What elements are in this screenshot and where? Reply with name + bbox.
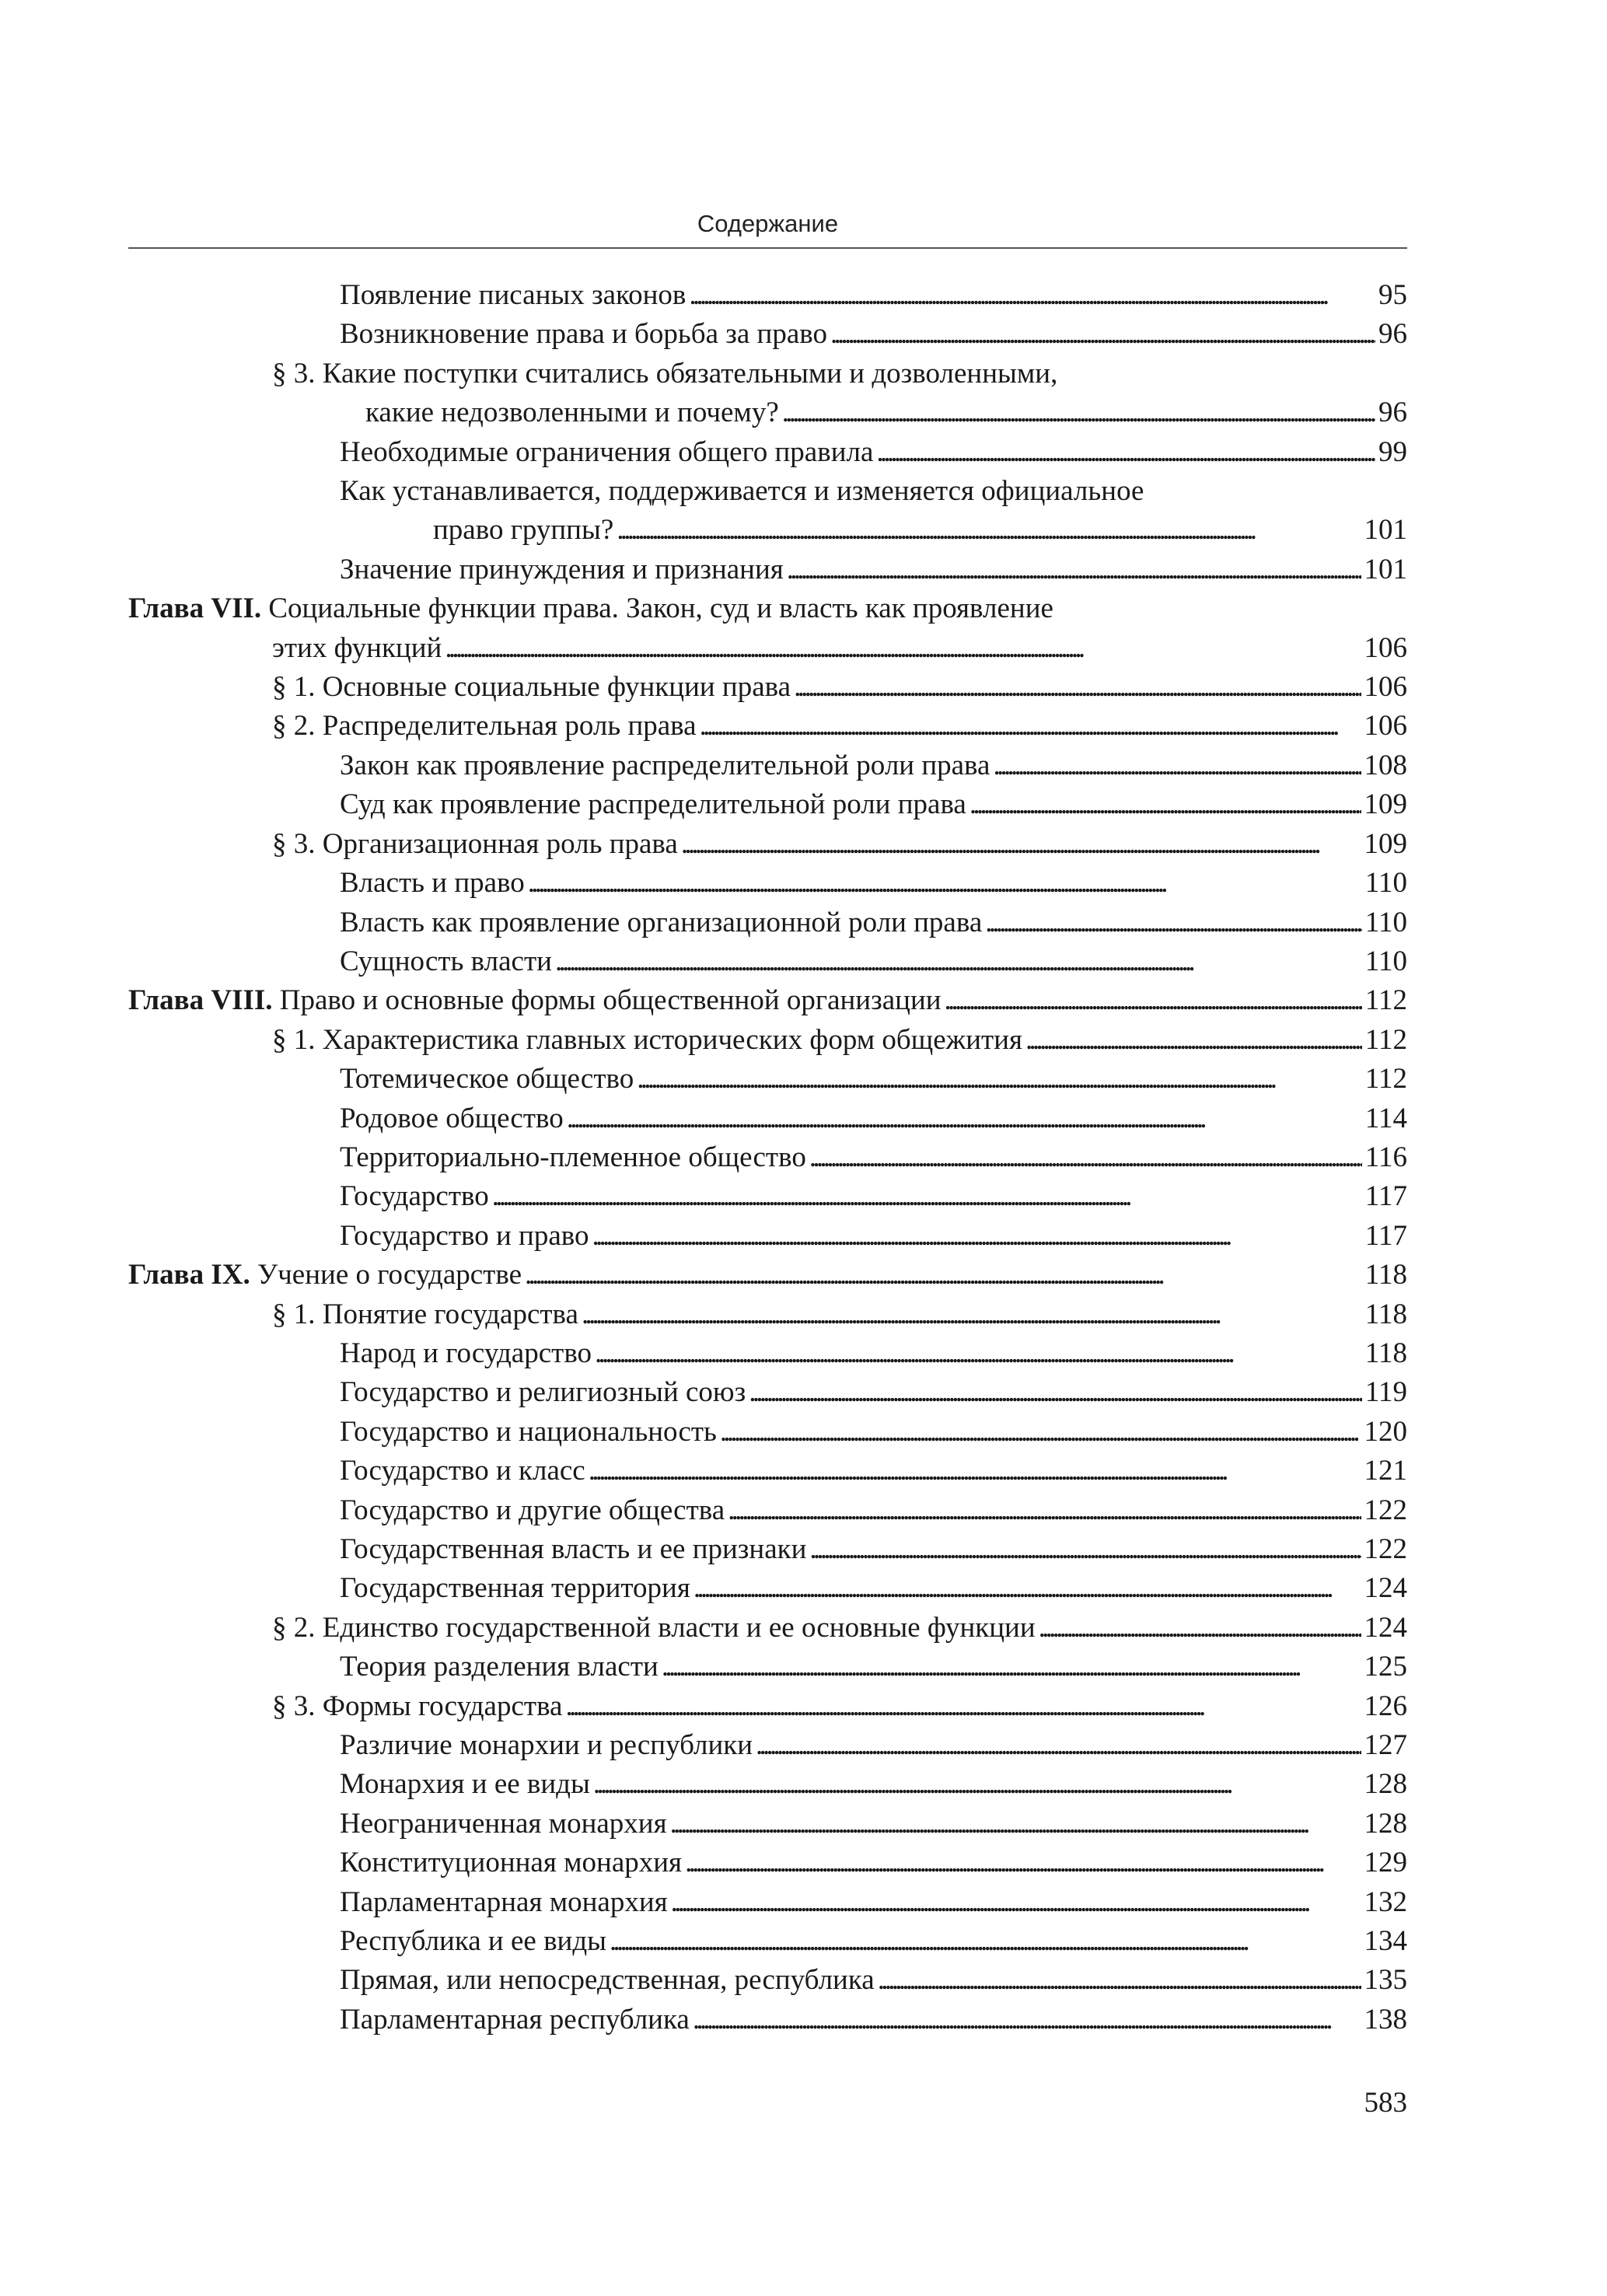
toc-page-number: 106	[1364, 710, 1407, 743]
toc-page-number: 128	[1364, 1768, 1407, 1801]
toc-entry	[128, 1883, 1407, 1922]
toc-entry-title-continued: этих функций	[272, 631, 442, 664]
toc-page-number: 106	[1364, 671, 1407, 704]
toc-entry	[128, 1648, 1407, 1686]
toc-entry	[128, 550, 1407, 589]
toc-page-number: 99	[1378, 435, 1407, 468]
toc-page-number: 112	[1364, 984, 1407, 1017]
toc-page-number: 96	[1378, 318, 1407, 351]
toc-page-number: 101	[1364, 553, 1407, 585]
dot-leader	[689, 276, 1375, 315]
toc-entry-title: Суд как проявление распределительной роли права	[340, 788, 966, 821]
toc-entry-title: Государственная власть и ее признаки	[340, 1533, 807, 1565]
toc-entry-title: Государство и национальность	[340, 1415, 717, 1448]
dot-leader	[700, 707, 1361, 746]
dot-leader	[685, 1843, 1361, 1882]
dot-leader	[985, 903, 1362, 942]
toc-page-number: 122	[1364, 1494, 1407, 1526]
toc-entry-title: Конституционная монархия	[340, 1847, 683, 1879]
toc-page-number: 106	[1364, 631, 1407, 664]
dot-leader	[582, 1295, 1362, 1334]
toc-entry	[128, 1609, 1407, 1648]
toc-page-number: 118	[1364, 1337, 1407, 1369]
toc-entry-title: § 1. Понятие государства	[272, 1298, 578, 1330]
toc-entry-title-continued: какие недозволенными и почему?	[365, 397, 779, 429]
toc-entry-title: Тотемическое общество	[340, 1063, 634, 1096]
chapter-label: Глава VII.	[128, 592, 262, 625]
toc-entry-title: Власть и право	[340, 867, 525, 900]
toc-page-number: 117	[1364, 1180, 1407, 1213]
dot-leader	[809, 1530, 1361, 1569]
toc-entry-title: Родовое общество	[340, 1102, 564, 1134]
toc-entry-title-continued: право группы?	[433, 514, 614, 547]
dot-leader	[782, 393, 1375, 432]
dot-leader	[671, 1883, 1361, 1922]
toc-entry	[128, 1334, 1407, 1373]
dot-leader	[693, 1569, 1361, 1608]
dot-leader	[993, 746, 1361, 785]
chapter-label: Глава IX.	[128, 1259, 250, 1291]
toc-page-number: 117	[1364, 1219, 1407, 1252]
toc-entry-title: Возникновение права и борьба за право	[340, 318, 827, 351]
toc-page-number: 108	[1364, 749, 1407, 781]
dot-leader	[595, 1334, 1362, 1373]
toc-page-number: 118	[1364, 1298, 1407, 1330]
dot-leader	[794, 668, 1361, 707]
toc-entry-title: Власть как проявление организационной роли права	[340, 906, 983, 938]
toc-entry	[128, 1256, 1407, 1295]
toc-entry	[128, 1138, 1407, 1177]
toc-entry	[128, 276, 1407, 315]
toc-page-number: 128	[1364, 1807, 1407, 1840]
toc-entry	[128, 1099, 1407, 1138]
toc-entry-title: Необходимые ограничения общего правила	[340, 435, 874, 468]
toc-page-number: 110	[1364, 906, 1407, 938]
dot-leader	[617, 511, 1361, 550]
toc-entry	[128, 1217, 1407, 1256]
toc-entry	[128, 1177, 1407, 1216]
dot-leader	[565, 1687, 1361, 1726]
toc-entry	[128, 668, 1407, 707]
dot-leader	[610, 1922, 1361, 1961]
dot-leader	[787, 550, 1361, 589]
dot-leader	[592, 1217, 1361, 1256]
toc-page-number: 124	[1364, 1572, 1407, 1605]
toc-entry-title: Монархия и ее виды	[340, 1768, 590, 1801]
toc-page-number: 127	[1364, 1729, 1407, 1762]
toc-entry	[128, 1726, 1407, 1765]
toc-entry-title: Государственная территория	[340, 1572, 690, 1605]
toc-entry	[128, 355, 1407, 433]
toc-entry	[128, 1805, 1407, 1843]
toc-entry	[128, 2001, 1407, 2039]
dot-leader	[662, 1648, 1361, 1686]
toc-page-number: 119	[1364, 1376, 1407, 1409]
dot-leader	[681, 825, 1361, 864]
toc-entry-title: § 3. Какие поступки считались обязательными и дозволенными,	[272, 357, 1058, 390]
toc-entry	[128, 1295, 1407, 1334]
toc-entry-title: Парламентарная республика	[340, 2003, 690, 2036]
dot-leader	[445, 629, 1361, 668]
toc-entry	[128, 1491, 1407, 1530]
toc-entry-title: § 1. Характеристика главных исторических форм общежития	[272, 1023, 1023, 1056]
running-head: Содержание	[697, 210, 839, 237]
toc-entry-title: Учение о государстве	[257, 1259, 522, 1291]
dot-leader	[637, 1060, 1362, 1099]
toc-entry-title: § 3. Формы государства	[272, 1690, 563, 1722]
toc-page-number: 134	[1364, 1925, 1407, 1958]
toc-entry	[128, 1452, 1407, 1490]
toc-entry-title: Различие монархии и республики	[340, 1729, 753, 1762]
dot-leader	[945, 981, 1362, 1020]
toc-entry-title: Государство и право	[340, 1219, 589, 1252]
toc-entry	[128, 1922, 1407, 1961]
toc-entry	[128, 433, 1407, 472]
toc-entry-title: Закон как проявление распределительной роли права	[340, 749, 990, 781]
toc-entry-title: Значение принуждения и признания	[340, 553, 784, 585]
dot-leader	[756, 1726, 1361, 1765]
toc-entry	[128, 472, 1407, 550]
dot-leader	[567, 1099, 1362, 1138]
toc-entry	[128, 1413, 1407, 1452]
toc-entry	[128, 942, 1407, 981]
dot-leader	[1025, 1021, 1362, 1060]
toc-entry	[128, 707, 1407, 746]
toc-page-number: 114	[1364, 1102, 1407, 1134]
toc-page-number: 124	[1364, 1611, 1407, 1644]
dot-leader	[589, 1452, 1361, 1490]
dot-leader	[728, 1491, 1361, 1530]
toc-page-number: 122	[1364, 1533, 1407, 1565]
toc-entry-title: Социальные функции права. Закон, суд и власть как проявление	[268, 592, 1053, 625]
toc-entry	[128, 1530, 1407, 1569]
toc-page-number: 110	[1364, 945, 1407, 977]
dot-leader	[670, 1805, 1361, 1843]
toc-entry-title: § 2. Распределительная роль права	[272, 710, 697, 743]
toc-page-number: 120	[1364, 1415, 1407, 1448]
toc-entry	[128, 746, 1407, 785]
dot-leader	[830, 315, 1375, 354]
header-rule	[128, 247, 1407, 249]
dot-leader	[555, 942, 1362, 981]
dot-leader	[876, 433, 1375, 472]
toc-page-number: 118	[1364, 1259, 1407, 1291]
toc-entry	[128, 825, 1407, 864]
toc-entry-title: Теория разделения власти	[340, 1651, 659, 1683]
toc-entry	[128, 785, 1407, 824]
dot-leader	[593, 1765, 1361, 1804]
toc-entry	[128, 1569, 1407, 1608]
dot-leader	[809, 1138, 1362, 1177]
toc-entry	[128, 1687, 1407, 1726]
toc-page-number: 132	[1364, 1885, 1407, 1918]
toc-page-number: 138	[1364, 2003, 1407, 2036]
toc-entry-title: Как устанавливается, поддерживается и изменяется официальное	[340, 475, 1144, 508]
toc-entry	[128, 1765, 1407, 1804]
toc-entry-title: Государство	[340, 1180, 489, 1213]
toc-entry	[128, 1060, 1407, 1099]
toc-page-number: 101	[1364, 514, 1407, 547]
toc-page-number: 112	[1364, 1023, 1407, 1056]
toc-entry	[128, 864, 1407, 903]
dot-leader	[1039, 1609, 1361, 1648]
dot-leader	[749, 1373, 1362, 1412]
toc-page-number: 96	[1378, 397, 1407, 429]
toc-page-number: 129	[1364, 1847, 1407, 1879]
toc-entry-title: Государство и религиозный союз	[340, 1376, 746, 1409]
toc-entry-title: Прямая, или непосредственная, республика	[340, 1964, 875, 1997]
toc-entry	[128, 1373, 1407, 1412]
toc-page-number: 135	[1364, 1964, 1407, 1997]
dot-leader	[528, 864, 1362, 903]
toc-entry-title: Сущность власти	[340, 945, 552, 977]
toc-entry-title: § 1. Основные социальные функции права	[272, 671, 791, 704]
toc-entry-title: § 2. Единство государственной власти и ее основные функции	[272, 1611, 1036, 1644]
toc-entry-title: Территориально-племенное общество	[340, 1141, 806, 1173]
dot-leader	[693, 2001, 1361, 2039]
toc-entry-title: § 3. Организационная роль права	[272, 827, 678, 860]
toc-page-number: 95	[1378, 279, 1407, 311]
toc-entry-title: Право и основные формы общественной организации	[279, 984, 941, 1017]
dot-leader	[492, 1177, 1362, 1216]
chapter-label: Глава VIII.	[128, 984, 273, 1017]
toc-page-number: 109	[1364, 827, 1407, 860]
toc-entry-title: Появление писаных законов	[340, 279, 686, 311]
toc-entry	[128, 1961, 1407, 2000]
toc-entry	[128, 903, 1407, 942]
toc-entry	[128, 981, 1407, 1020]
toc-entry	[128, 315, 1407, 354]
dot-leader	[878, 1961, 1361, 2000]
toc-page-number: 125	[1364, 1651, 1407, 1683]
toc-page-number: 116	[1364, 1141, 1407, 1173]
toc-entry	[128, 1843, 1407, 1882]
toc-page-number: 109	[1364, 788, 1407, 821]
dot-leader	[969, 785, 1361, 824]
toc-entry-title: Парламентарная монархия	[340, 1885, 668, 1918]
toc-entry-title: Народ и государство	[340, 1337, 592, 1369]
toc-page-number: 126	[1364, 1690, 1407, 1722]
dot-leader	[720, 1413, 1361, 1452]
toc-entry-title: Государство и другие общества	[340, 1494, 725, 1526]
toc-entry-title: Республика и ее виды	[340, 1925, 607, 1958]
toc-entry-title: Неограниченная монархия	[340, 1807, 667, 1840]
toc-entry	[128, 589, 1407, 668]
table-of-contents	[128, 276, 1407, 2039]
dot-leader	[525, 1256, 1362, 1295]
toc-entry	[128, 1021, 1407, 1060]
toc-page-number: 121	[1364, 1455, 1407, 1487]
toc-page-number: 112	[1364, 1063, 1407, 1096]
toc-page-number: 110	[1364, 867, 1407, 900]
toc-entry-title: Государство и класс	[340, 1455, 585, 1487]
page-number: 583	[1364, 2087, 1407, 2119]
